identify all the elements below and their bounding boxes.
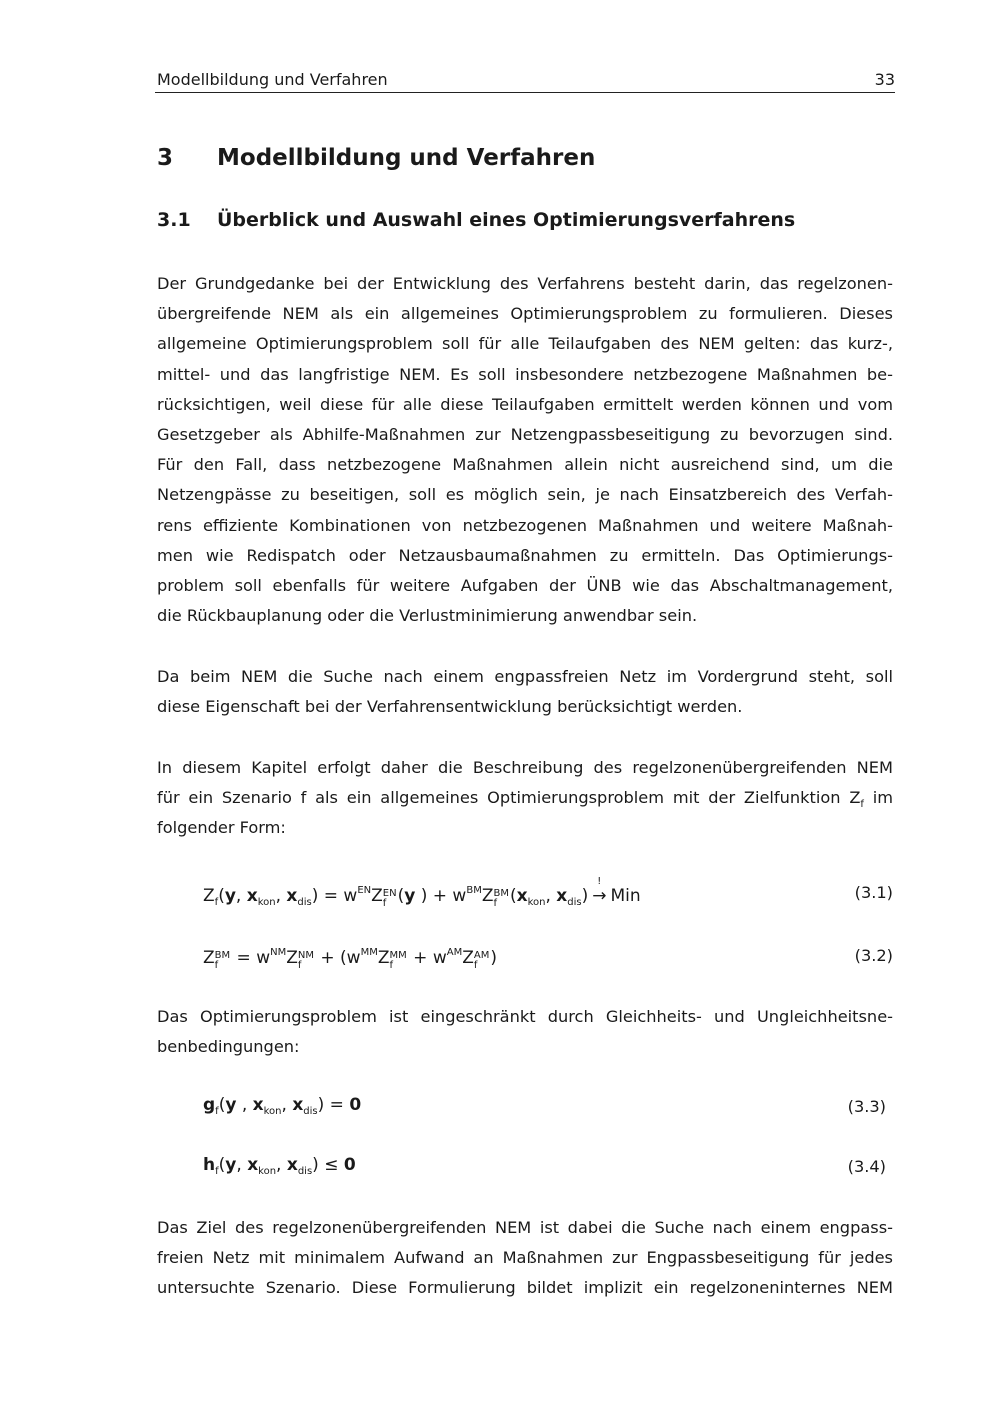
sup-sub-stack (383, 889, 397, 909)
math-symbol: Z (462, 948, 474, 968)
superscript: MM (389, 950, 407, 961)
equation-number: (3.2) (854, 946, 893, 965)
equation-number: (3.4) (847, 1157, 886, 1176)
page-number: 33 (874, 70, 895, 89)
superscript: AM (446, 947, 463, 958)
math-symbol: Z (286, 948, 298, 968)
math-token (203, 948, 231, 971)
math-token (276, 1155, 287, 1175)
equation-3-3 (203, 1090, 361, 1127)
math-symbol: ) = w (311, 886, 358, 906)
subscript: f (215, 1166, 219, 1177)
math-symbol: x (516, 886, 528, 906)
math-token (481, 886, 510, 909)
math-token (247, 886, 276, 906)
text-line: Gesetzgeber als Abhilfe-Maßnahmen zur Netzengpassbeseitigung zu bevorzugen sind. (157, 424, 893, 444)
paragraph-5 (157, 1213, 893, 1304)
math-symbol: ( (509, 886, 517, 906)
math-symbol: ) = (317, 1095, 350, 1115)
math-symbol: , (276, 1155, 287, 1175)
text-line: mittel- und das langfristige NEM. Es soll insbesondere netzbezogene Maßnahmen be- (157, 364, 893, 384)
math-symbol: Z (371, 886, 383, 906)
subscript: kon (263, 1106, 282, 1117)
superscript: EN (382, 888, 397, 899)
equation-3-1 (203, 876, 641, 918)
math-symbol: ( (397, 886, 405, 906)
math-symbol: + w (407, 948, 447, 968)
math-token (371, 886, 397, 909)
math-token (287, 1155, 312, 1175)
arrow-min-symbol (592, 876, 607, 911)
text-line: untersuchte Szenario. Diese Formulierung bildet implizit ein regelzoneninternes NEM (157, 1278, 893, 1298)
superscript: NM (297, 950, 314, 961)
superscript: BM (493, 888, 509, 899)
math-token (490, 948, 497, 968)
math-token (556, 886, 581, 906)
math-symbol: y (404, 886, 416, 906)
math-symbol: Z (203, 948, 215, 968)
subscript: dis (303, 1106, 318, 1117)
superscript: NM (270, 947, 287, 958)
math-token (231, 948, 286, 968)
text-line: die Rückbauplanung oder die Verlustminimierung anwendbar sein. (157, 606, 698, 626)
section-title: Überblick und Auswahl eines Optimierungsverfahrens (217, 209, 796, 231)
math-token (236, 1095, 252, 1115)
math-symbol: , (235, 886, 247, 906)
math-token (611, 886, 641, 906)
subscript: kon (527, 897, 546, 908)
math-symbol: Min (610, 886, 641, 906)
paragraph-4 (157, 1002, 893, 1062)
math-symbol: y (225, 1155, 237, 1175)
math-symbol: Z (481, 886, 494, 906)
math-token (415, 886, 482, 906)
text-line: Netzengpässe zu beseitigen, soll es möglich sein, je nach Einsatzbereich des Verfah- (157, 485, 893, 505)
equation-3-4 (203, 1150, 356, 1187)
text-line: men wie Redispatch oder Netzausbaumaßnahmen zu ermitteln. Das Optimierungs- (157, 545, 893, 565)
math-symbol: , (236, 1095, 253, 1115)
math-symbol: x (292, 1095, 304, 1115)
math-symbol: ) ≤ (312, 1155, 344, 1175)
math-token (247, 1155, 276, 1175)
text-line: rens effiziente Kombinationen von netzbezogenen Maßnahmen und weitere Maßnah- (157, 515, 893, 535)
math-token (203, 1095, 219, 1115)
subscript: f (493, 898, 498, 909)
math-symbol: ) (490, 948, 497, 968)
subscript: dis (567, 897, 582, 908)
math-token (408, 948, 462, 968)
chapter-number: 3 (157, 145, 174, 171)
math-token (253, 1095, 282, 1115)
math-symbol: , (281, 1095, 293, 1115)
math-token (318, 1095, 350, 1115)
arrow: → (592, 886, 607, 906)
math-symbol: h (203, 1155, 216, 1175)
math-token (377, 948, 408, 971)
text-line: Für den Fall, dass netzbezogene Maßnahmen allein nicht ausreichend sind, um die (157, 455, 893, 475)
math-token (517, 886, 546, 906)
math-token (218, 886, 225, 906)
math-symbol: ( (218, 886, 225, 906)
superscript: AM (473, 950, 490, 961)
text-line: Der Grundgedanke bei der Entwicklung des Verfahrens besteht darin, das regelzonen- (157, 274, 893, 293)
header-rule (155, 92, 895, 93)
math-symbol: x (286, 1155, 298, 1175)
math-token (225, 1095, 236, 1115)
text-line: allgemeine Optimierungsproblem soll für alle Teilaufgaben des NEM gelten: das kurz-, (157, 334, 893, 354)
text-line: benbedingungen: (157, 1037, 300, 1057)
math-symbol: ) + w (415, 886, 467, 906)
subscript: dis (297, 1166, 313, 1177)
math-symbol: ( (218, 1155, 226, 1175)
sup-sub-stack (390, 951, 407, 971)
math-symbol: g (203, 1095, 216, 1115)
math-token (203, 886, 218, 906)
text-line: In diesem Kapitel erfolgt daher die Beschreibung des regelzonenübergreifenden NEM (157, 758, 893, 777)
math-symbol: x (252, 1095, 264, 1115)
math-symbol: ) (581, 886, 589, 906)
math-symbol: x (556, 886, 568, 906)
text-line (157, 783, 893, 813)
math-token (225, 886, 236, 906)
math-symbol: x (286, 886, 298, 906)
math-symbol: + (w (315, 948, 361, 968)
math-symbol: 0 (343, 1155, 356, 1175)
math-symbol: x (246, 886, 258, 906)
math-symbol: , (275, 886, 287, 906)
math-token (225, 1155, 236, 1175)
subscript: dis (297, 897, 312, 908)
text-line: Da beim NEM die Suche nach einem engpassfreien Netz im Vordergrund steht, soll (157, 667, 893, 686)
math-symbol: , (545, 886, 557, 906)
subscript: kon (258, 1166, 277, 1177)
math-token (312, 886, 371, 906)
math-token (286, 948, 315, 971)
math-symbol: Z (203, 886, 215, 906)
running-header-title: Modellbildung und Verfahren (157, 70, 388, 89)
math-symbol: y (225, 1095, 237, 1115)
equation-number: (3.1) (854, 883, 893, 902)
subscript: f (214, 960, 219, 971)
exclamation-mark: ! (597, 876, 602, 887)
subscript: f (297, 960, 302, 971)
math-token (462, 948, 490, 971)
sup-sub-stack (298, 951, 314, 971)
math-symbol: y (224, 886, 236, 906)
math-symbol: x (247, 1155, 259, 1175)
math-token (236, 886, 247, 906)
text-line: folgender Form: (157, 818, 286, 838)
math-token (545, 886, 556, 906)
text-line: rücksichtigen, weil diese für alle diese Teilaufgaben ermittelt werden können und vom (157, 394, 893, 414)
subscript: f (860, 799, 864, 811)
paragraph-1 (157, 269, 893, 631)
chapter-title: Modellbildung und Verfahren (217, 145, 596, 171)
text-span: im (863, 788, 893, 808)
math-token (582, 886, 589, 906)
sup-sub-stack (493, 889, 509, 909)
math-symbol: , (236, 1155, 248, 1175)
math-token (510, 886, 517, 906)
math-token (404, 886, 415, 906)
subscript: f (215, 1106, 219, 1117)
section-number: 3.1 (157, 209, 191, 231)
subscript: f (214, 897, 219, 908)
math-token (236, 1155, 247, 1175)
sup-sub-stack (215, 951, 231, 971)
math-token (203, 1155, 219, 1175)
superscript: MM (360, 947, 378, 958)
math-token (282, 1095, 293, 1115)
text-line: problem soll ebenfalls für weitere Aufgaben der ÜNB wie das Abschaltmanagement, (157, 575, 893, 595)
equation-number: (3.3) (847, 1097, 886, 1116)
math-token (286, 886, 311, 906)
math-token (315, 948, 378, 968)
text-line: diese Eigenschaft bei der Verfahrensentwicklung berücksichtigt werden. (157, 697, 743, 717)
superscript: BM (214, 950, 231, 961)
subscript: kon (257, 897, 276, 908)
text-line: freien Netz mit minimalem Aufwand an Maßnahmen zur Engpassbeseitigung für jedes (157, 1248, 893, 1268)
superscript: EN (357, 885, 372, 896)
paragraph-2 (157, 662, 893, 722)
subscript: f (473, 960, 478, 971)
text-line: übergreifende NEM als ein allgemeines Optimierungsproblem zu formulieren. Dieses (157, 304, 893, 324)
subscript: f (382, 898, 387, 909)
equation-3-2 (203, 938, 497, 973)
paragraph-3 (157, 753, 893, 844)
math-symbol: ( (218, 1095, 226, 1115)
math-token (344, 1155, 356, 1175)
subscript: f (389, 960, 394, 971)
math-token (292, 1095, 317, 1115)
sup-sub-stack (474, 951, 489, 971)
math-symbol: Z (377, 948, 390, 968)
math-token (312, 1155, 344, 1175)
math-token (349, 1095, 361, 1115)
math-symbol: 0 (349, 1095, 362, 1115)
text-line: Das Ziel des regelzonenübergreifenden NEM ist dabei die Suche nach einem engpass- (157, 1218, 893, 1237)
text-line: Das Optimierungsproblem ist eingeschränkt durch Gleichheits- und Ungleichheitsne- (157, 1007, 893, 1026)
math-symbol: = w (231, 948, 271, 968)
text-span: für ein Szenario f als ein allgemeines Optimierungsproblem mit der Zielfunktion Z (157, 788, 861, 808)
superscript: BM (466, 885, 482, 896)
math-token (276, 886, 287, 906)
